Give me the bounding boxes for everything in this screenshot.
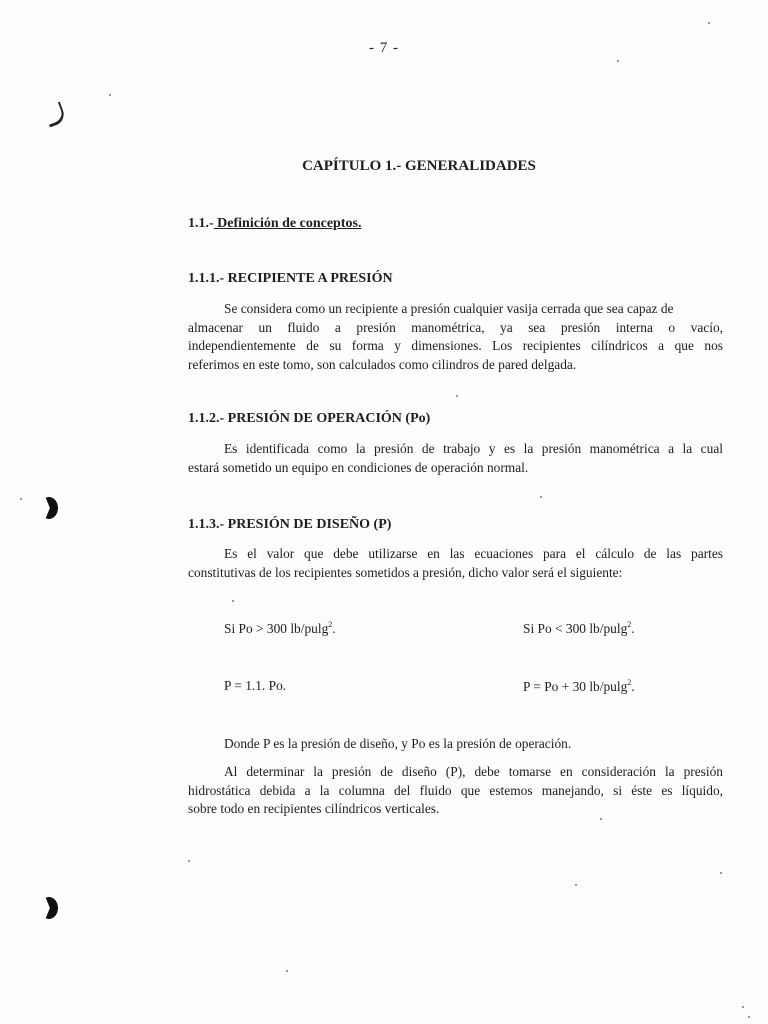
section-1-1-1-paragraph: [188, 300, 723, 374]
scan-speck: [109, 94, 111, 96]
design-pressure-note: [188, 763, 723, 819]
formula-left: P = 1.1. Po.: [224, 678, 287, 693]
scan-speck: [617, 60, 619, 62]
scan-speck: [188, 860, 190, 862]
paragraph-line: hidrostática debida a la columna del fluido que estemos manejando, si éste es líquido,: [188, 782, 723, 798]
paragraph-line: constitutivas de los recipientes sometidos a presión, dicho valor será el siguiente:: [188, 564, 623, 580]
paragraph-line: almacenar un fluido a presión manométrica, ya sea presión interna o vacío,: [188, 319, 723, 335]
scan-speck: [748, 1016, 750, 1018]
section-1-1-title: Definición de conceptos.: [213, 216, 362, 231]
scan-speck: [456, 395, 458, 397]
condition-left: Si Po > 300 lb/pulg$^2$.: [224, 620, 336, 636]
scan-speck: [600, 818, 602, 820]
paragraph-line: sobre todo en recipientes cilíndricos verticales.: [188, 801, 440, 816]
paragraph-line: Al determinar la presión de diseño (P), debe tomarse en consideración la presión: [224, 764, 723, 779]
pen-mark: [43, 102, 67, 128]
section-1-1-heading: [188, 216, 361, 232]
scan-speck: [540, 496, 542, 498]
binder-hole: [40, 897, 58, 919]
paragraph-line: Es identificada como la presión de trabajo y es la presión manométrica a la cual: [224, 441, 723, 456]
page-number: - 7 -: [369, 40, 399, 56]
paragraph-line: referimos en este tomo, son calculados como cilindros de pared delgada.: [188, 356, 577, 372]
condition-right: Si Po < 300 lb/pulg$^2$.: [523, 620, 635, 636]
paragraph-line: Es el valor que debe utilizarse en las ecuaciones para el cálculo de las partes: [224, 546, 723, 561]
section-1-1-1-heading: 1.1.1.- RECIPIENTE A PRESIÓN: [188, 271, 393, 286]
where-line: Donde P es la presión de diseño, y Po es la presión de operación.: [224, 736, 572, 751]
scan-speck: [286, 970, 288, 972]
formula-right: P = Po + 30 lb/pulg$^2$.: [523, 678, 635, 694]
paragraph-line: Se considera como un recipiente a presión cualquier vasija cerrada que sea capaz de: [224, 301, 674, 316]
section-1-1-2-heading: 1.1.2.- PRESIÓN DE OPERACIÓN (Po): [188, 411, 431, 426]
scan-speck: [708, 22, 710, 24]
chapter-title: CAPÍTULO 1.- GENERALIDADES: [302, 158, 536, 174]
section-1-1-2-paragraph: [188, 440, 723, 477]
paragraph-line: estará sometido un equipo en condiciones de operación normal.: [188, 459, 529, 475]
scan-speck: [575, 884, 577, 886]
section-1-1-number: 1.1.-: [188, 216, 214, 231]
scan-speck: [720, 872, 722, 874]
scan-speck: [232, 600, 234, 602]
section-1-1-3-paragraph: [188, 545, 723, 582]
paragraph-line: independientemente de su forma y dimensiones. Los recipientes cilíndricos a que nos: [188, 338, 723, 353]
scan-speck: [20, 498, 22, 500]
scan-speck: [742, 1006, 744, 1008]
binder-hole: [40, 497, 58, 519]
section-1-1-3-heading: 1.1.3.- PRESIÓN DE DISEÑO (P): [188, 517, 392, 532]
